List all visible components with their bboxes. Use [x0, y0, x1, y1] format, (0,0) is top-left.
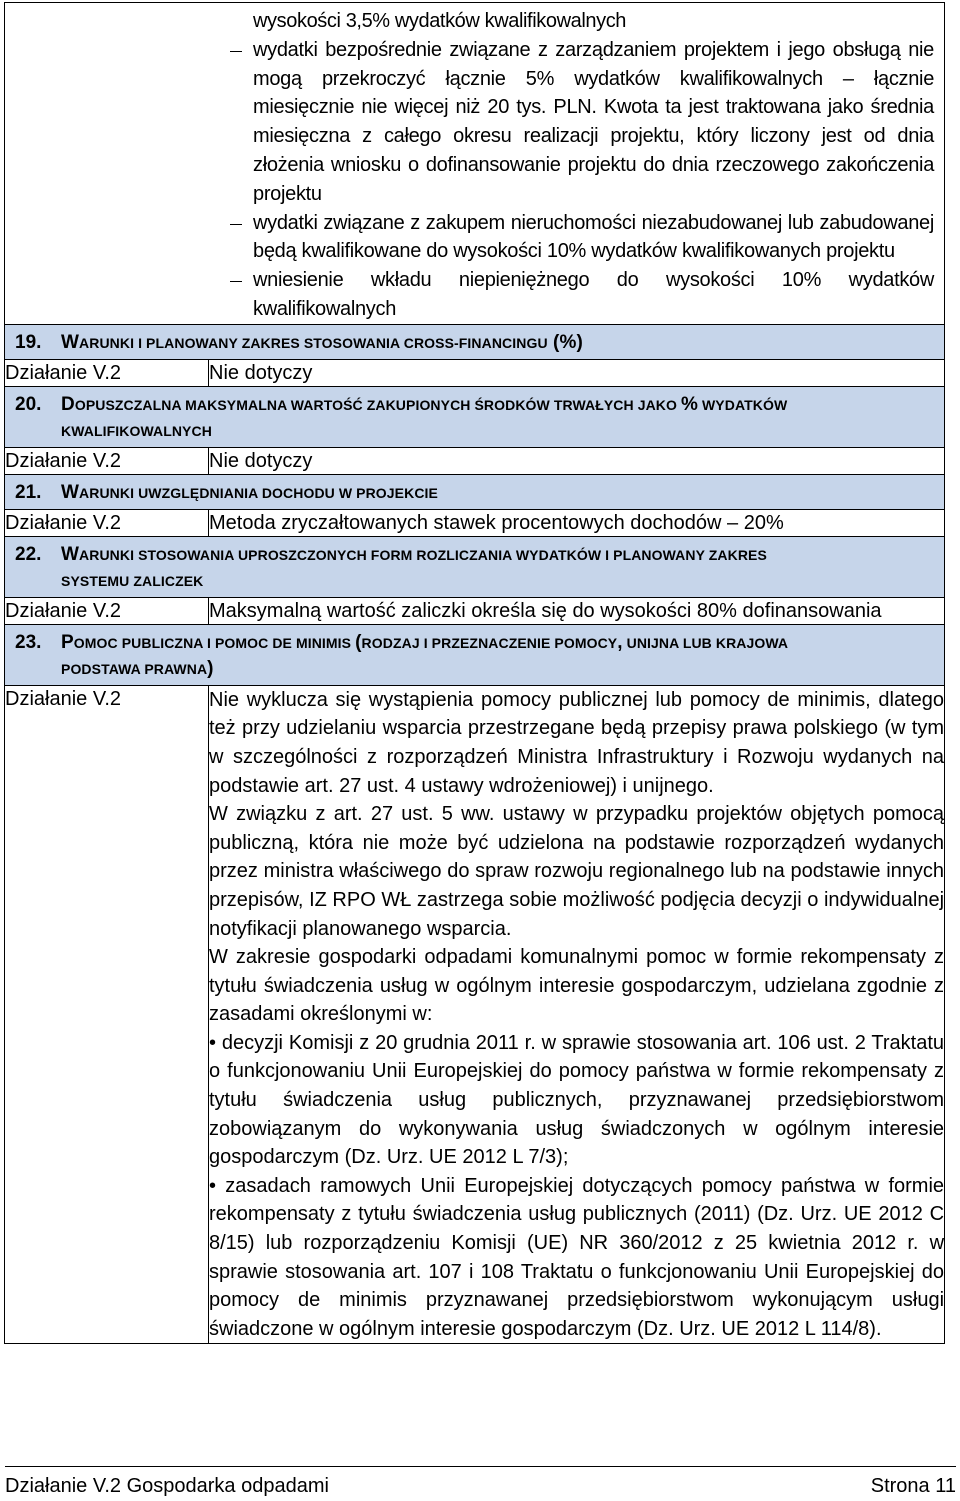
list-item: wydatki bezpośrednie związane z zarządzaniem projektem i jego obsługą nie mogą przekroczyć łącznie 5% wydatków kwalifikowalnych – łącznie miesięcznie nie więcej niż 20 tys. PLN. Kwota ta jest traktowana jako średnia miesięczna z całego okresu realizacji projektu, który liczony jest od dnia złożenia wniosku o dofinansowanie projektu do dnia rzeczowego zakończenia projektu [9, 36, 934, 209]
page-number: Strona 11 [870, 1475, 956, 1497]
measure-value [209, 685, 945, 1344]
document-table [4, 2, 945, 1344]
list-item: wniesienie wkładu niepieniężnego do wysokości 10% wydatków kwalifikowalnych [9, 266, 934, 324]
section-title: ARUNKI I PLANOWANY ZAKRES STOSOWANIA CROSS-FINANCINGU [79, 334, 548, 351]
bullet-item: • decyzji Komisji z 20 grudnia 2011 r. w sprawie stosowania art. 106 ust. 2 Traktatu o funkcjonowaniu Unii Europejskiej do pomocy państwa w formie rekompensaty z tytułu świadczenia usług publicznych, przyznawanej przedsiębiorstwom zobowiązanym do wykonywania usług świadczonych w ogólnym interesie gospodarczym (Dz. Urz. UE 2012 L 7/3); [209, 1031, 945, 1169]
measure-value: Maksymalną wartość zaliczki określa się do wysokości 80% dofinansowania [209, 597, 945, 624]
dash-list [5, 3, 944, 324]
section-header-19: 19. WARUNKI I PLANOWANY ZAKRES STOSOWANIA CROSS-FINANCINGU (%) [5, 324, 945, 359]
section-header-21: 21. WARUNKI UWZGLĘDNIANIA DOCHODU W PROJEKCIE [5, 474, 945, 509]
measure-value: Metoda zryczałtowanych stawek procentowych dochodów – 20% [209, 509, 945, 536]
section-title: OMOC PUBLICZNA I POMOC DE MINIMIS [73, 634, 356, 651]
paragraph: W zakresie gospodarki odpadami komunalnymi pomoc w formie rekompensaty z tytułu świadczenia usług w ogólnym interesie gospodarczym, udzielana zgodnie z zasadami określonymi w: [209, 946, 945, 1026]
measure-value: Nie dotyczy [209, 359, 945, 386]
footer-title: Działanie V.2 Gospodarka odpadami [5, 1475, 329, 1497]
paragraph: W związku z art. 27 ust. 5 ww. ustawy w przypadku projektów objętych pomocą publiczną, która nie może być udzielona na podstawie rozporządzeń wydanych przez ministra właściwego do spraw rozwoju regionalnego lub na podstawie innych przepisów, IZ RPO WŁ zastrzega sobie możliwość podjęcia decyzji o indywidualnej notyfikacji planowanego wsparcia. [209, 803, 945, 940]
section-header-22: 22. WARUNKI STOSOWANIA UPROSZCZONYCH FORM ROZLICZANIA WYDATKÓW I PLANOWANY ZAKRES SYSTEMU ZALICZEK [5, 536, 945, 597]
section-row-22 [5, 597, 945, 624]
section-row-20 [5, 447, 945, 474]
measure-label: Działanie V.2 [5, 509, 209, 536]
paragraph: Nie wyklucza się wystąpienia pomocy publicznej lub pomocy de minimis, dlatego też przy udzielaniu wsparcia przestrzegane będą przepisy prawa polskiego (w tym w szczególności z rozporządzeń Ministra Infrastruktury i Rozwoju wydanych na podstawie art. 27 ust. 4 ustawy wdrożeniowej) i unijnego. [209, 688, 945, 797]
section-row-19 [5, 359, 945, 386]
section-title: ARUNKI UWZGLĘDNIANIA DOCHODU W PROJEKCIE [79, 484, 438, 501]
measure-label: Działanie V.2 [5, 597, 209, 624]
section-title: OPUSZCZALNA MAKSYMALNA WARTOŚĆ ZAKUPIONYCH ŚRODKÓW TRWAŁYCH JAKO [74, 396, 681, 413]
list-item: wydatki związane z zakupem nieruchomości niezabudowanej lub zabudowanej będą kwalifikowane do wysokości 10% wydatków kwalifikowanych projektu [9, 209, 934, 267]
measure-value: Nie dotyczy [209, 447, 945, 474]
list-continuation: wysokości 3,5% wydatków kwalifikowalnych [253, 10, 627, 32]
measure-label: Działanie V.2 [5, 359, 209, 386]
section-row-23 [5, 685, 945, 1344]
section-header-23: 23. POMOC PUBLICZNA I POMOC DE MINIMIS (RODZAJ I PRZEZNACZENIE POMOCY, UNIJNA LUB KRAJOWA PODSTAWA PRAWNA) [5, 624, 945, 685]
page-footer [5, 1466, 956, 1498]
section-row-21 [5, 509, 945, 536]
measure-label: Działanie V.2 [5, 447, 209, 474]
measure-label: Działanie V.2 [5, 685, 209, 1344]
section-title: ARUNKI STOSOWANIA UPROSZCZONYCH FORM ROZLICZANIA WYDATKÓW I PLANOWANY ZAKRES [79, 546, 767, 563]
eligible-costs-list-row [5, 3, 945, 325]
document-page [4, 2, 944, 1344]
section-header-20: 20. DOPUSZCZALNA MAKSYMALNA WARTOŚĆ ZAKUPIONYCH ŚRODKÓW TRWAŁYCH JAKO % WYDATKÓW KWALIFIKOWALNYCH [5, 386, 945, 447]
bullet-item: • zasadach ramowych Unii Europejskiej dotyczących pomocy państwa w formie rekompensaty z tytułu świadczenia usług publicznych (2011) (Dz. Urz. UE 2012 C 8/15) lub rozporządzeniu Komisji (UE) NR 360/2012 z 25 kwietnia 2012 r. w sprawie stosowania art. 107 i 108 Traktatu o funkcjonowaniu Unii Europejskiej do pomocy de minimis przyznawanej przedsiębiorstwom wykonującym usługi świadczone w ogólnym interesie gospodarczym (Dz. Urz. UE 2012 L 114/8). [209, 1174, 945, 1340]
